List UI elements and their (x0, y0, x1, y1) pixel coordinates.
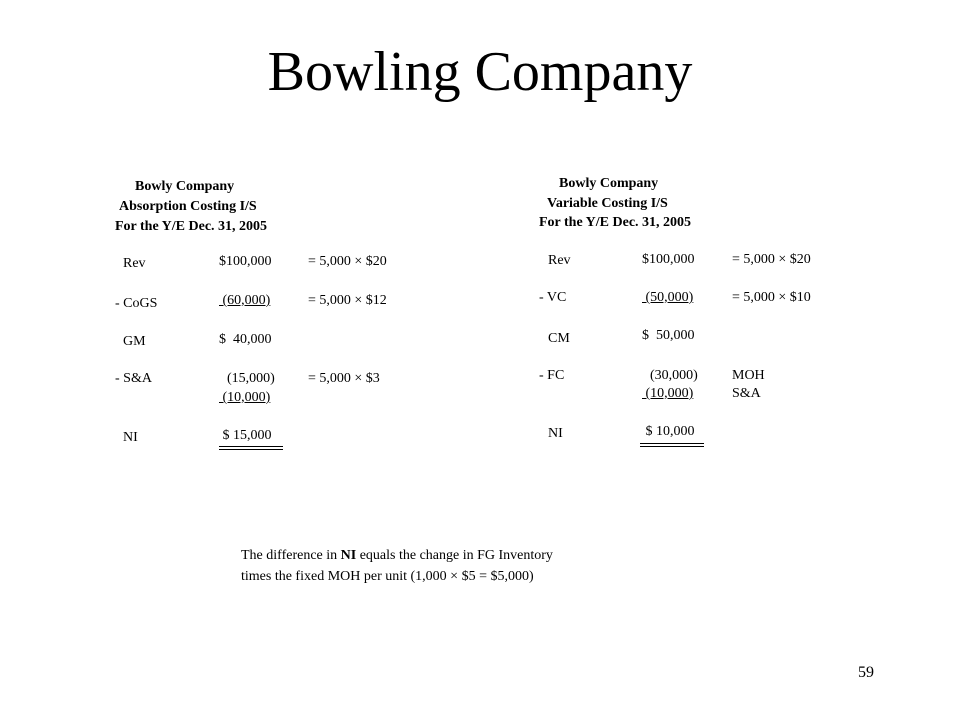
absorption-rev-amount: $100,000 (219, 254, 272, 269)
variable-header-company: Bowly Company (559, 176, 659, 191)
footnote-text-after: equals the change in FG Inventory (356, 548, 553, 563)
footnote (241, 545, 553, 587)
variable-fc-amount-2: (10,000) (642, 386, 694, 401)
footnote-bold-ni: NI (340, 548, 357, 563)
variable-fc-note-sa: S&A (732, 386, 761, 401)
footnote-text-before: The difference in (241, 548, 341, 563)
variable-ni-label: NI (548, 426, 563, 441)
absorption-header-period: For the Y/E Dec. 31, 2005 (115, 219, 268, 234)
absorption-rev-label: Rev (123, 256, 146, 271)
absorption-ni-label: NI (123, 430, 138, 445)
variable-fc-amount-1: (30,000) (650, 368, 698, 383)
variable-vc-note: = 5,000 × $10 (732, 290, 811, 305)
absorption-gm-label: GM (123, 334, 146, 349)
absorption-rev-note: = 5,000 × $20 (308, 254, 387, 269)
absorption-cogs-label: - CoGS (115, 296, 158, 311)
variable-header-title: Variable Costing I/S (547, 196, 668, 211)
variable-vc-label: - VC (539, 290, 567, 305)
absorption-cogs-amount: (60,000) (219, 293, 271, 308)
variable-cm-label: CM (548, 331, 570, 346)
page-number: 59 (858, 664, 874, 681)
absorption-ni-amount: $ 15,000 (219, 428, 272, 443)
absorption-sa-amount-1: (15,000) (227, 371, 275, 386)
variable-rev-note: = 5,000 × $20 (732, 252, 811, 267)
variable-rev-label: Rev (548, 253, 571, 268)
absorption-header-company: Bowly Company (135, 179, 235, 194)
variable-fc-note-moh: MOH (732, 368, 765, 383)
variable-fc-label: - FC (539, 368, 565, 383)
absorption-ni-double-underline (219, 446, 283, 450)
variable-rev-amount: $100,000 (642, 252, 695, 267)
absorption-sa-note: = 5,000 × $3 (308, 371, 380, 386)
variable-ni-amount: $ 10,000 (642, 424, 695, 439)
variable-ni-double-underline (640, 443, 704, 447)
footnote-line-2: times the fixed MOH per unit (1,000 × $5 = $5,000) (241, 569, 534, 584)
variable-header-period: For the Y/E Dec. 31, 2005 (539, 215, 692, 230)
variable-cm-amount: $ 50,000 (642, 328, 695, 343)
absorption-header-title: Absorption Costing I/S (119, 199, 257, 214)
slide-title: Bowling Company (267, 41, 693, 103)
absorption-cogs-note: = 5,000 × $12 (308, 293, 387, 308)
absorption-gm-amount: $ 40,000 (219, 332, 272, 347)
variable-vc-amount: (50,000) (642, 290, 694, 305)
footnote-line-1 (241, 545, 553, 566)
absorption-sa-label: - S&A (115, 371, 152, 386)
absorption-sa-amount-2: (10,000) (219, 390, 271, 405)
